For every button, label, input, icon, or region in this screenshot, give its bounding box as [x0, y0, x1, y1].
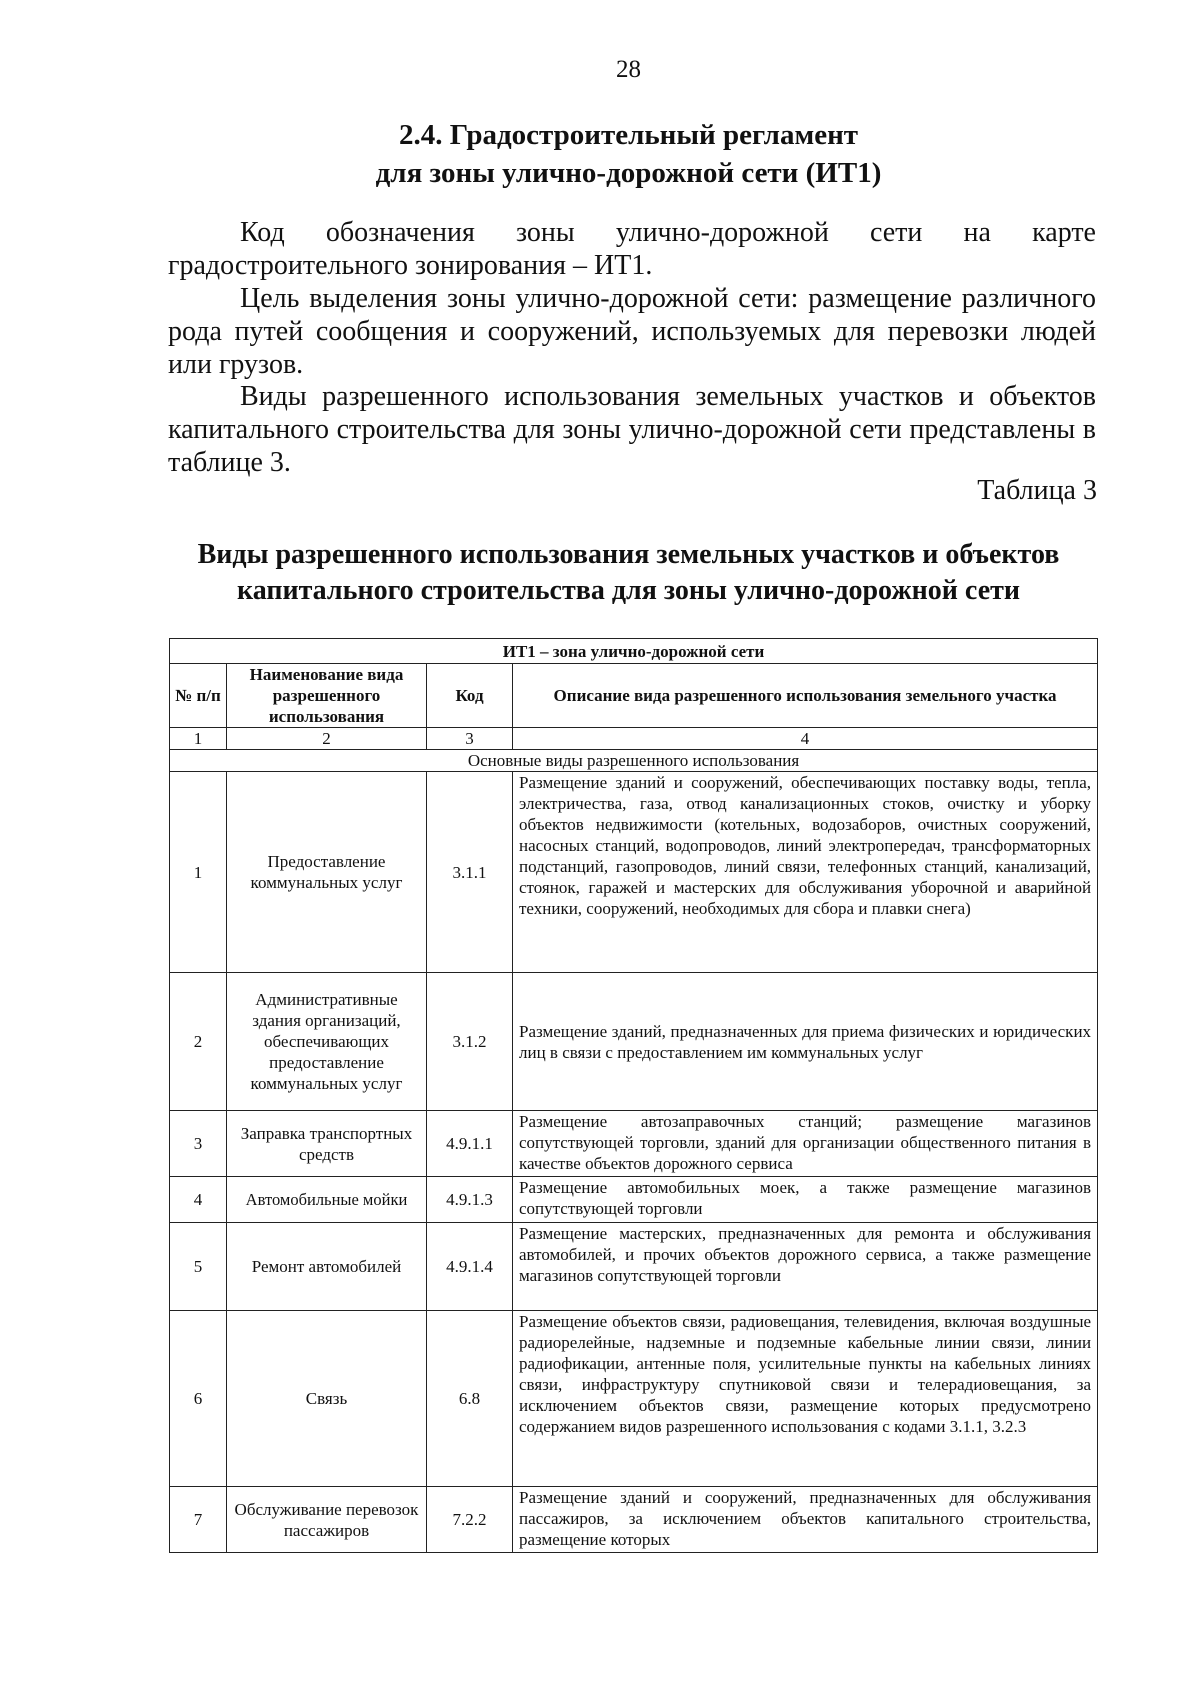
table-title-line1: Виды разрешенного использования земельных участков и объектов	[197, 539, 1060, 570]
paragraph-zone-code-text: Код обозначения зоны улично-дорожной сети на карте	[240, 217, 1096, 248]
paragraph-uses-intro	[168, 380, 1096, 479]
row-use-name: Заправка транспортных средств	[227, 1111, 427, 1177]
table-row	[170, 1223, 1098, 1311]
page-number: 28	[616, 56, 641, 83]
row-num: 1	[170, 772, 227, 973]
row-code: 7.2.2	[427, 1487, 513, 1553]
row-description: Размещение автозаправочных станций; размещение магазинов сопутствующей торговли, зданий для организации общественного питания в качестве объектов дорожного сервиса	[513, 1111, 1098, 1177]
table-row	[170, 1177, 1098, 1223]
section-title-line2: для зоны улично-дорожной сети (ИТ1)	[375, 157, 882, 189]
table-row	[170, 1487, 1098, 1553]
row-description: Размещение автомобильных моек, а также размещение магазинов сопутствующей торговли	[513, 1177, 1098, 1223]
table-row	[170, 973, 1098, 1111]
row-description: Размещение зданий, предназначенных для приема физических и юридических лиц в связи с предоставлением им коммунальных услуг	[513, 973, 1098, 1111]
section-title-line1: 2.4. Градостроительный регламент	[398, 119, 859, 151]
paragraph-uses-intro-text: Виды разрешенного использования земельных участков и объектов капитального строительства для зоны улично-дорожной сети представлены в таблице 3.	[168, 381, 1096, 478]
row-code: 3.1.1	[427, 772, 513, 973]
group-header: Основные виды разрешенного использования	[170, 750, 1098, 772]
paragraph-zone-code-line1	[168, 216, 1096, 249]
row-code: 4.9.1.1	[427, 1111, 513, 1177]
row-code: 3.1.2	[427, 973, 513, 1111]
paragraph-zone-code-line2: градостроительного зонирования – ИТ1.	[168, 250, 653, 281]
row-use-name: Административные здания организаций, обеспечивающих предоставление коммунальных услуг	[227, 973, 427, 1111]
permitted-uses-table	[169, 638, 1098, 1553]
header-description: Описание вида разрешенного использования земельного участка	[513, 664, 1098, 728]
row-num: 3	[170, 1111, 227, 1177]
table-title	[160, 537, 1097, 609]
zone-header: ИТ1 – зона улично-дорожной сети	[170, 639, 1098, 664]
row-num: 6	[170, 1311, 227, 1487]
row-code: 6.8	[427, 1311, 513, 1487]
section-title	[160, 116, 1097, 192]
header-name: Наименование вида разрешенного использования	[227, 664, 427, 728]
row-num: 5	[170, 1223, 227, 1311]
paragraph-purpose-text: Цель выделения зоны улично-дорожной сети: размещение различного рода путей сообщения и сооружений, используемых для перевозки людей или грузов.	[168, 283, 1096, 380]
row-use-name: Автомобильные мойки	[227, 1177, 427, 1223]
row-use-name: Связь	[227, 1311, 427, 1487]
table-title-line2: капитального строительства для зоны улично-дорожной сети	[236, 575, 1021, 606]
row-use-name: Ремонт автомобилей	[227, 1223, 427, 1311]
row-use-name: Предоставление коммунальных услуг	[227, 772, 427, 973]
table-row	[170, 1311, 1098, 1487]
group-header-row	[170, 750, 1098, 772]
column-number-3: 3	[427, 728, 513, 750]
table-label: Таблица 3	[977, 475, 1097, 506]
column-number-2: 2	[227, 728, 427, 750]
row-description: Размещение зданий и сооружений, предназначенных для обслуживания пассажиров, за исключением объектов капитального строительства, размещение которых	[513, 1487, 1098, 1553]
table-row	[170, 1111, 1098, 1177]
row-use-name: Обслуживание перевозок пассажиров	[227, 1487, 427, 1553]
row-code: 4.9.1.4	[427, 1223, 513, 1311]
row-description: Размещение мастерских, предназначенных для ремонта и обслуживания автомобилей, и прочих объектов дорожного сервиса, а также размещение магазинов сопутствующей торговли	[513, 1223, 1098, 1311]
row-description: Размещение зданий и сооружений, обеспечивающих поставку воды, тепла, электричества, газа, отвод канализационных стоков, очистку и уборку объектов недвижимости (котельных, водозаборов, очистных сооружений, насосных станций, водопроводов, линий электропередач, трансформаторных подстанций, газопроводов, линий связи, телефонных станций, канализаций, стоянок, гаражей и мастерских для обслуживания уборочной и аварийной техники, сооружений, необходимых для сбора и плавки снега)	[513, 772, 1098, 973]
column-number-row	[170, 728, 1098, 750]
header-num: № п/п	[170, 664, 227, 728]
paragraph-purpose	[168, 282, 1096, 381]
row-code: 4.9.1.3	[427, 1177, 513, 1223]
header-code: Код	[427, 664, 513, 728]
row-description: Размещение объектов связи, радиовещания, телевидения, включая воздушные радиорелейные, надземные и подземные кабельные линии связи, линии радиофикации, антенные поля, усилительные пункты на кабельных линиях связи, инфраструктуру спутниковой связи и телерадиовещания, за исключением объектов связи, размещение которых предусмотрено содержанием видов разрешенного использования с кодами 3.1.1, 3.2.3	[513, 1311, 1098, 1487]
zone-header-row	[170, 639, 1098, 664]
table-row	[170, 772, 1098, 973]
column-number-4: 4	[513, 728, 1098, 750]
column-header-row	[170, 664, 1098, 728]
row-num: 7	[170, 1487, 227, 1553]
row-num: 2	[170, 973, 227, 1111]
column-number-1: 1	[170, 728, 227, 750]
row-num: 4	[170, 1177, 227, 1223]
